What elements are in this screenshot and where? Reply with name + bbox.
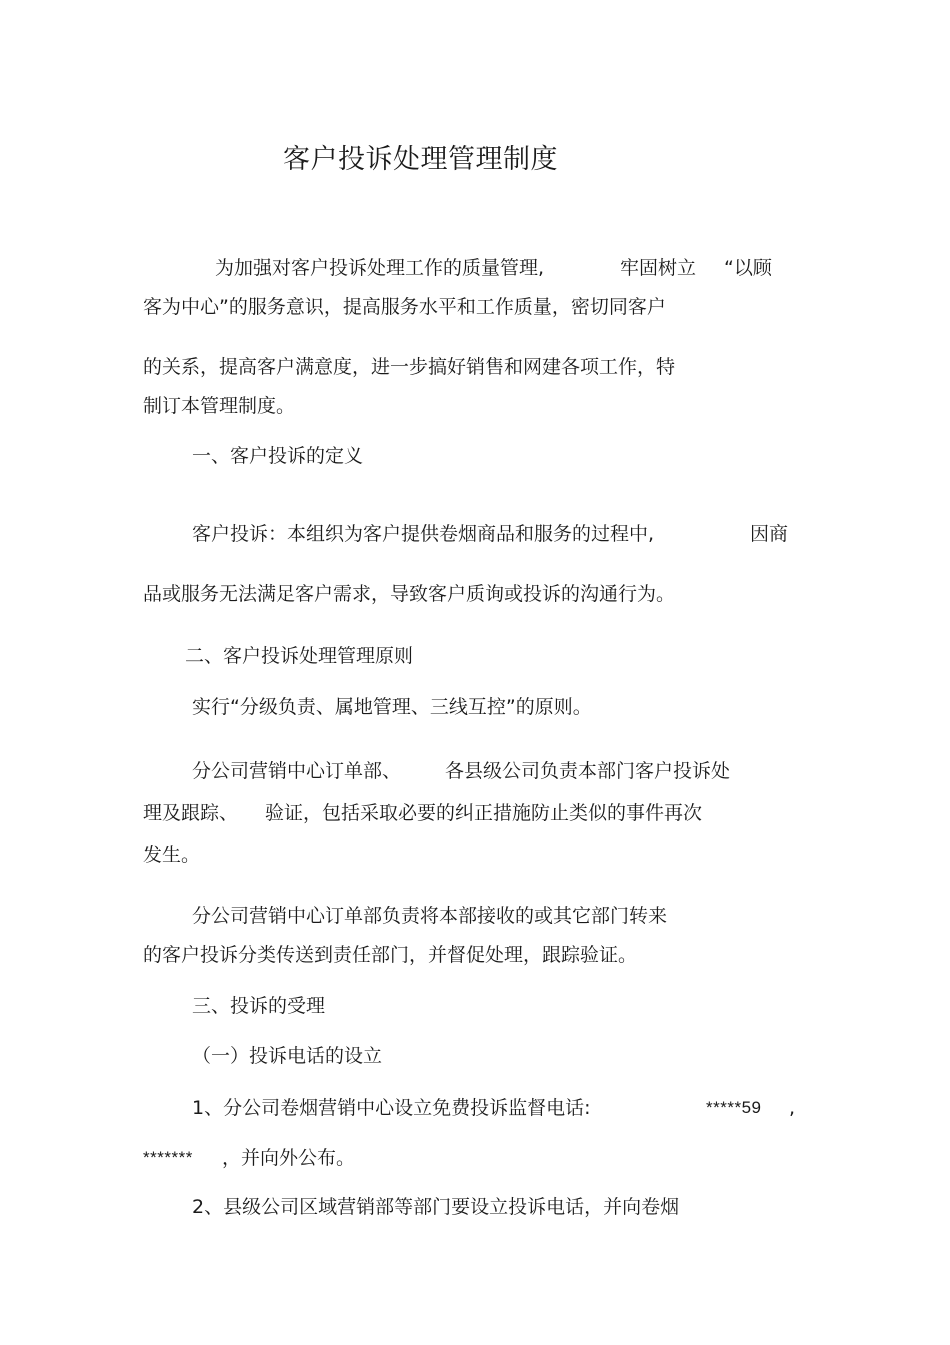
intro-line-3: 的关系，提高客户满意度，进一步搞好销售和网建各项工作，特 (143, 356, 676, 378)
section-1-line-1a: 客户投诉：本组织为客户提供卷烟商品和服务的过程中, (192, 523, 655, 545)
section-3-item-1e: ，并向外公布。 (222, 1147, 356, 1169)
section-2-line-1a: 分公司营销中心订单部、 (192, 760, 402, 782)
masked-phone-2: ******* (143, 1148, 193, 1167)
section-2-heading: 二、客户投诉处理管理原则 (185, 645, 414, 667)
section-2-line-4: 分公司营销中心订单部负责将本部接收的或其它部门转来 (192, 905, 668, 927)
section-2-line-5: 的客户投诉分类传送到责任部门，并督促处理，跟踪验证。 (143, 944, 638, 966)
section-3-item-1-comma: , (789, 1097, 796, 1119)
section-2-line-1b: 各县级公司负责本部门客户投诉处 (445, 760, 731, 782)
section-2-line-2b: 验证，包括采取必要的纠正措施防止类似的事件再次 (265, 802, 703, 824)
section-1-heading: 一、客户投诉的定义 (192, 445, 364, 467)
section-3-item-1a: 1、分公司卷烟营销中心设立免费投诉监督电话: (192, 1097, 591, 1119)
section-3-heading: 三、投诉的受理 (192, 995, 326, 1017)
document-title: 客户投诉处理管理制度 (283, 144, 558, 175)
section-2-line-3: 发生。 (143, 844, 201, 866)
section-2-principle: 实行“分级负责、属地管理、三线互控”的原则。 (192, 696, 592, 718)
section-1-line-2: 品或服务无法满足客户需求，导致客户质询或投诉的沟通行为。 (143, 583, 676, 605)
intro-line-1a: 为加强对客户投诉处理工作的质量管理, (215, 257, 545, 279)
intro-line-1b: 牢固树立 (620, 257, 697, 279)
masked-phone-1: *****59 (706, 1098, 762, 1117)
section-1-line-1b: 因商 (750, 523, 789, 545)
section-3-item-2: 2、县级公司区域营销部等部门要设立投诉电话，并向卷烟 (192, 1196, 680, 1218)
intro-line-2: 客为中心”的服务意识，提高服务水平和工作质量，密切同客户 (143, 296, 666, 318)
section-2-line-2a: 理及跟踪、 (143, 802, 239, 824)
intro-line-4: 制订本管理制度。 (143, 395, 296, 417)
section-3-subheading-1: （一）投诉电话的设立 (192, 1045, 383, 1067)
intro-line-1c: “以顾 (724, 257, 772, 279)
